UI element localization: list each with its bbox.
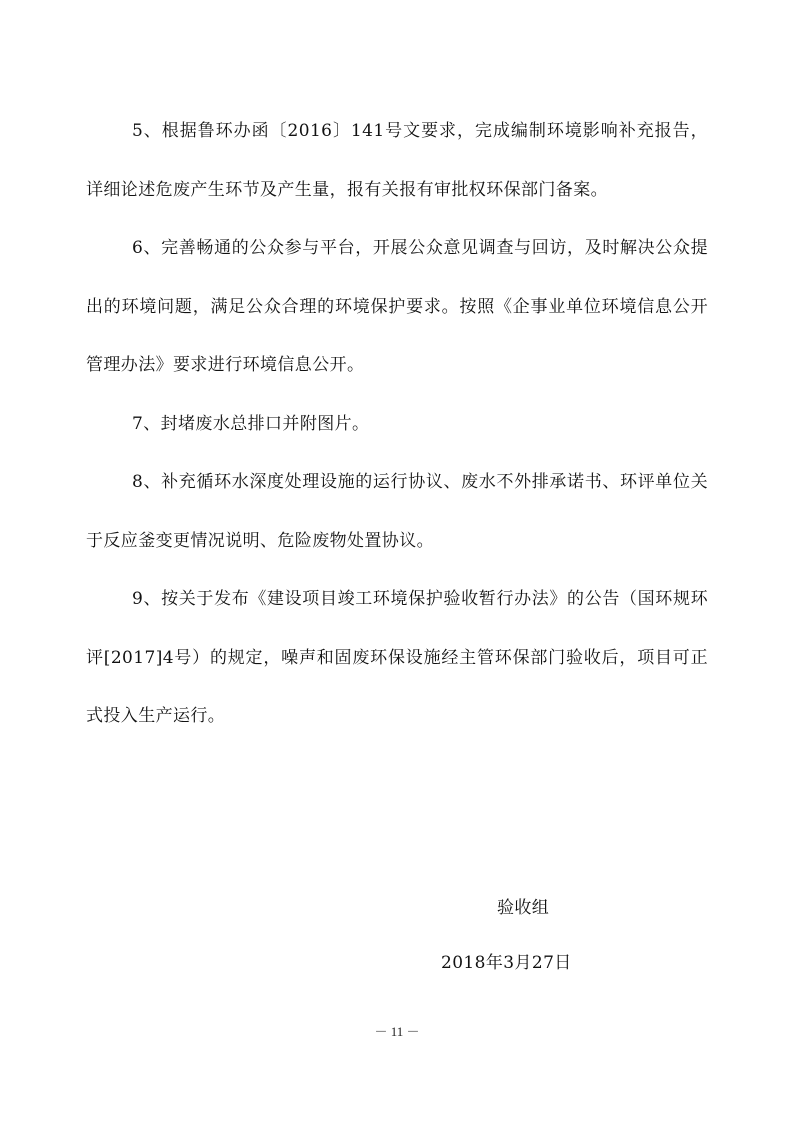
paragraph-item-7: 7、封堵废水总排口并附图片。 bbox=[132, 413, 370, 434]
signature-date: 2018年3月27日 bbox=[441, 953, 572, 973]
paragraph-item-5: 5、根据鲁环办函〔2016〕141号文要求，完成编制环境影响补充报告，详细论述危废产生环节及产生量，报有关报有审批权环保部门备案。 bbox=[86, 121, 708, 200]
paragraph-item-8: 8、补充循环水深度处理设施的运行协议、废水不外排承诺书、环评单位关于反应釜变更情况说明、危险废物处置协议。 bbox=[86, 472, 708, 551]
page-number: － 11 － bbox=[374, 1024, 420, 1039]
paragraph-item-6: 6、完善畅通的公众参与平台，开展公众意见调查与回访，及时解决公众提出的环境问题，满足公众合理的环境保护要求。按照《企事业单位环境信息公开管理办法》要求进行环境信息公开。 bbox=[86, 238, 708, 375]
paragraph-item-9: 9、按关于发布《建设项目竣工环境保护验收暂行办法》的公告（国环规环评[2017]4号）的规定，噪声和固废环保设施经主管环保部门验收后，项目可正式投入生产运行。 bbox=[86, 589, 708, 726]
document-body bbox=[86, 102, 708, 746]
signature-organization: 验收组 bbox=[497, 898, 550, 918]
